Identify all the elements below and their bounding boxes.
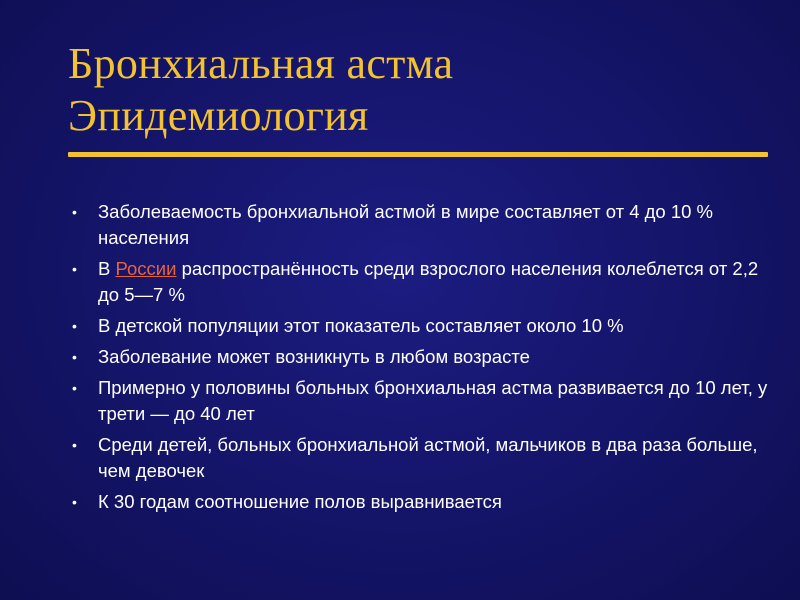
bullet-text-1: Заболеваемость бронхиальной астмой в мире составляет от 4 до 10 % населения — [98, 201, 714, 248]
slide-title — [68, 38, 453, 142]
bullet-icon: • — [72, 437, 77, 453]
bullet-text-2-suffix: распространённость среди взрослого населения колеблется от 2,2 до 5—7 % — [98, 258, 759, 305]
bullet-item-4 — [70, 344, 770, 370]
bullet-text-7: К 30 годам соотношение полов выравнивается — [98, 491, 502, 512]
title-divider — [68, 152, 768, 157]
bullet-item-5 — [70, 375, 770, 427]
bullet-icon: • — [72, 494, 77, 510]
bullet-icon: • — [72, 204, 77, 220]
bullet-icon: • — [72, 349, 77, 365]
bullet-text-4: Заболевание может возникнуть в любом возрасте — [98, 346, 530, 367]
title-line-1: Бронхиальная астма — [68, 39, 454, 88]
bullet-item-3 — [70, 313, 770, 339]
bullet-text-5: Примерно у половины больных бронхиальная астма развивается до 10 лет, у трети — до 40 лет — [98, 377, 768, 424]
bullet-item-6 — [70, 432, 770, 484]
bullet-item-1 — [70, 199, 770, 251]
russia-link[interactable]: России — [115, 258, 177, 279]
bullet-text-2-prefix: В — [98, 258, 116, 279]
bullet-text-6: Среди детей, больных бронхиальной астмой, мальчиков в два раза больше, чем девочек — [98, 434, 758, 481]
title-line-2: Эпидемиология — [68, 91, 369, 140]
bullet-item-2 — [70, 256, 770, 308]
bullet-text-3: В детской популяции этот показатель составляет около 10 % — [98, 315, 624, 336]
bullet-icon: • — [72, 380, 77, 396]
bullet-icon: • — [72, 261, 77, 277]
bullet-item-7 — [70, 489, 770, 515]
bullet-icon: • — [72, 318, 77, 334]
bullet-list — [70, 199, 770, 520]
